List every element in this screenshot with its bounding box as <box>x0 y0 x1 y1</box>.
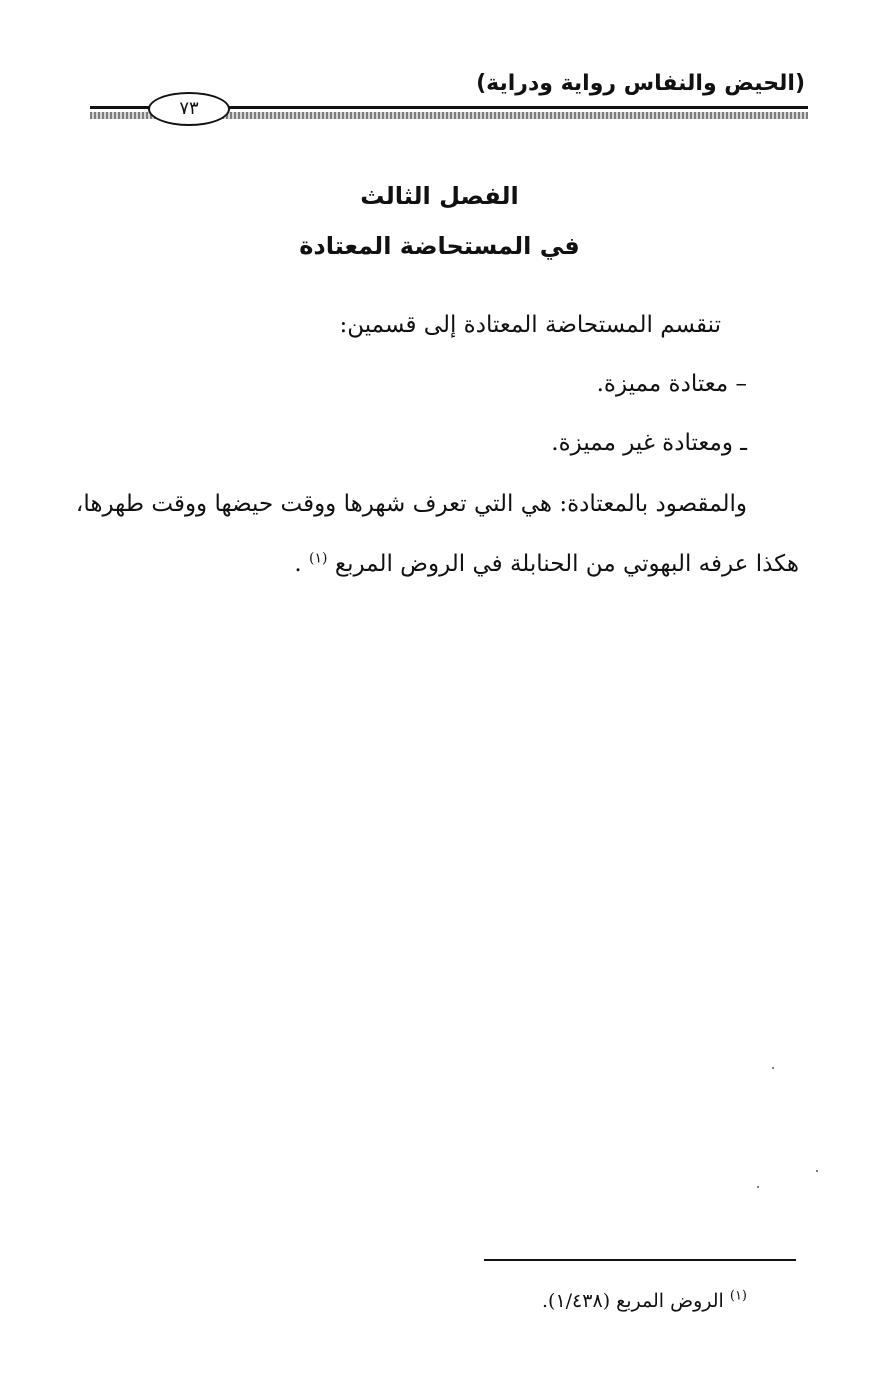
page-number: ٧٣ <box>148 92 230 126</box>
chapter-title: الفصل الثالث <box>360 182 519 210</box>
body-intro: تنقسم المستحاضة المعتادة إلى قسمين: <box>339 312 721 338</box>
running-title: (الحيض والنفاس رواية ودراية) <box>476 71 805 96</box>
definition-end: . <box>294 551 310 577</box>
footnote-marker: (١) <box>729 1288 747 1304</box>
chapter-subtitle: في المستحاضة المعتادة <box>299 232 580 260</box>
page-speck <box>772 1067 774 1069</box>
footnote <box>542 1287 747 1315</box>
page-speck <box>757 1186 759 1188</box>
body-item-1: – معتادة مميزة. <box>596 371 747 397</box>
footnote-text: الروض المربع (١/٤٣٨). <box>542 1290 730 1312</box>
footnote-rule <box>484 1259 796 1261</box>
body-item-2: ـ ومعتادة غير مميزة. <box>551 430 747 456</box>
body-definition-line-2 <box>294 547 799 581</box>
body-definition-line-1: والمقصود بالمعتادة: هي التي تعرف شهرها ووقت حيضها ووقت طهرها، <box>75 491 747 517</box>
definition-text: هكذا عرفه البهوتي من الحنابلة في الروض المربع <box>334 551 799 577</box>
page-speck <box>816 1170 818 1172</box>
footnote-reference[interactable]: (١) <box>309 550 328 567</box>
